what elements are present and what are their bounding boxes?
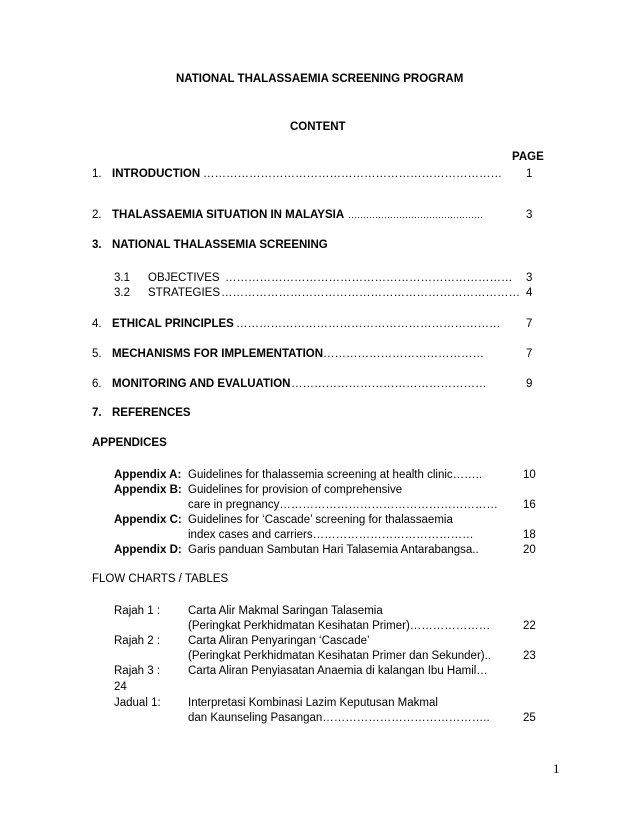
appendix-label: Appendix A:: [114, 469, 182, 481]
toc-label: OBJECTIVES: [148, 272, 220, 284]
toc-page: 10: [523, 469, 536, 481]
toc-label: NATIONAL THALASSEMIA SCREENING: [112, 239, 328, 251]
toc-label: THALASSAEMIA SITUATION IN MALAYSIA: [112, 209, 345, 221]
flow-title-line1: Carta Aliran Penyaringan ‘Cascade’: [188, 635, 370, 647]
toc-label: REFERENCES: [112, 407, 191, 419]
flow-title-line1: Carta Alir Makmal Saringan Talasemia: [188, 605, 383, 617]
toc-page: 18: [523, 529, 536, 541]
page-number: 1: [553, 761, 560, 776]
toc-number: 4.: [92, 318, 102, 330]
toc-page: 20: [523, 544, 536, 556]
toc-page: 7: [526, 318, 533, 330]
appendix-title-line1: Guidelines for ‘Cascade’ screening for thalassaemia: [188, 514, 453, 526]
toc-page: 22: [523, 620, 536, 632]
flow-title-line2: dan Kaunseling Pasangan……………………………………..: [188, 712, 490, 724]
toc-leader: ……………………………………………………………: [236, 318, 501, 330]
toc-page: 24: [114, 681, 127, 693]
appendix-title: Garis panduan Sambutan Hari Talasemia Antarabangsa..: [188, 544, 479, 556]
appendix-title-line2: index cases and carriers……………………………………: [188, 529, 474, 541]
flow-title-line1: Interpretasi Kombinasi Lazim Keputusan Makmal: [188, 697, 438, 709]
toc-number: 3.2: [114, 287, 130, 299]
toc-number: 2.: [92, 209, 102, 221]
toc-label: STRATEGIES: [148, 287, 220, 299]
appendix-label: Appendix B:: [114, 484, 182, 496]
toc-leader: …………………………………………………………………: [225, 272, 513, 284]
appendix-title-line1: Guidelines for provision of comprehensive: [188, 484, 403, 496]
toc-number: 5.: [92, 348, 102, 360]
toc-leader: ……………………………………: [323, 348, 484, 360]
appendix-title-line2: care in pregnancy…………………………………………………: [188, 499, 498, 511]
toc-label: INTRODUCTION: [112, 168, 201, 180]
toc-leader: ………………………………………: [348, 210, 483, 220]
toc-label: MECHANISMS FOR IMPLEMENTATION: [112, 348, 324, 360]
flow-label: Rajah 1 :: [114, 605, 161, 617]
flow-label: Rajah 3 :: [114, 665, 161, 677]
toc-leader: ……………………………………………: [291, 378, 487, 390]
toc-label: MONITORING AND EVALUATION: [112, 378, 291, 390]
toc-number: 3.1: [114, 272, 130, 284]
flow-heading: FLOW CHARTS / TABLES: [92, 573, 229, 585]
toc-page: 7: [526, 348, 533, 360]
toc-page: 16: [523, 499, 536, 511]
toc-page: 3: [526, 209, 533, 221]
toc-label: ETHICAL PRINCIPLES: [112, 318, 234, 330]
toc-number: 1.: [92, 168, 102, 180]
flow-title-line2: (Peringkat Perkhidmatan Kesihatan Primer dan Sekunder)..: [188, 650, 491, 662]
content-heading: CONTENT: [290, 121, 346, 133]
appendices-heading: APPENDICES: [92, 437, 167, 449]
appendix-label: Appendix C:: [114, 514, 182, 526]
toc-leader: ……………………………………………………………………: [221, 287, 520, 299]
document-title: NATIONAL THALASSAEMIA SCREENING PROGRAM: [176, 73, 464, 85]
toc-page: 25: [523, 712, 536, 724]
flow-label: Rajah 2 :: [114, 635, 161, 647]
appendix-title: Guidelines for thalassemia screening at health clinic……..: [188, 469, 483, 481]
flow-title-line2: (Peringkat Perkhidmatan Kesihatan Primer)…………………: [188, 620, 491, 632]
toc-number: 3.: [92, 239, 102, 251]
flow-label: Jadual 1:: [114, 697, 161, 709]
toc-leader: ……………………………………………………………………: [203, 168, 502, 180]
toc-page: 3: [526, 272, 533, 284]
toc-number: 6.: [92, 378, 102, 390]
appendix-label: Appendix D:: [114, 544, 182, 556]
page-column-heading: PAGE: [512, 151, 544, 163]
toc-page: 23: [523, 650, 536, 662]
toc-page: 4: [526, 287, 533, 299]
toc-page: 9: [526, 378, 533, 390]
flow-title-line1: Carta Aliran Penyiasatan Anaemia di kalangan Ibu Hamil…: [188, 665, 488, 677]
toc-page: 1: [526, 168, 533, 180]
toc-number: 7.: [92, 407, 102, 419]
